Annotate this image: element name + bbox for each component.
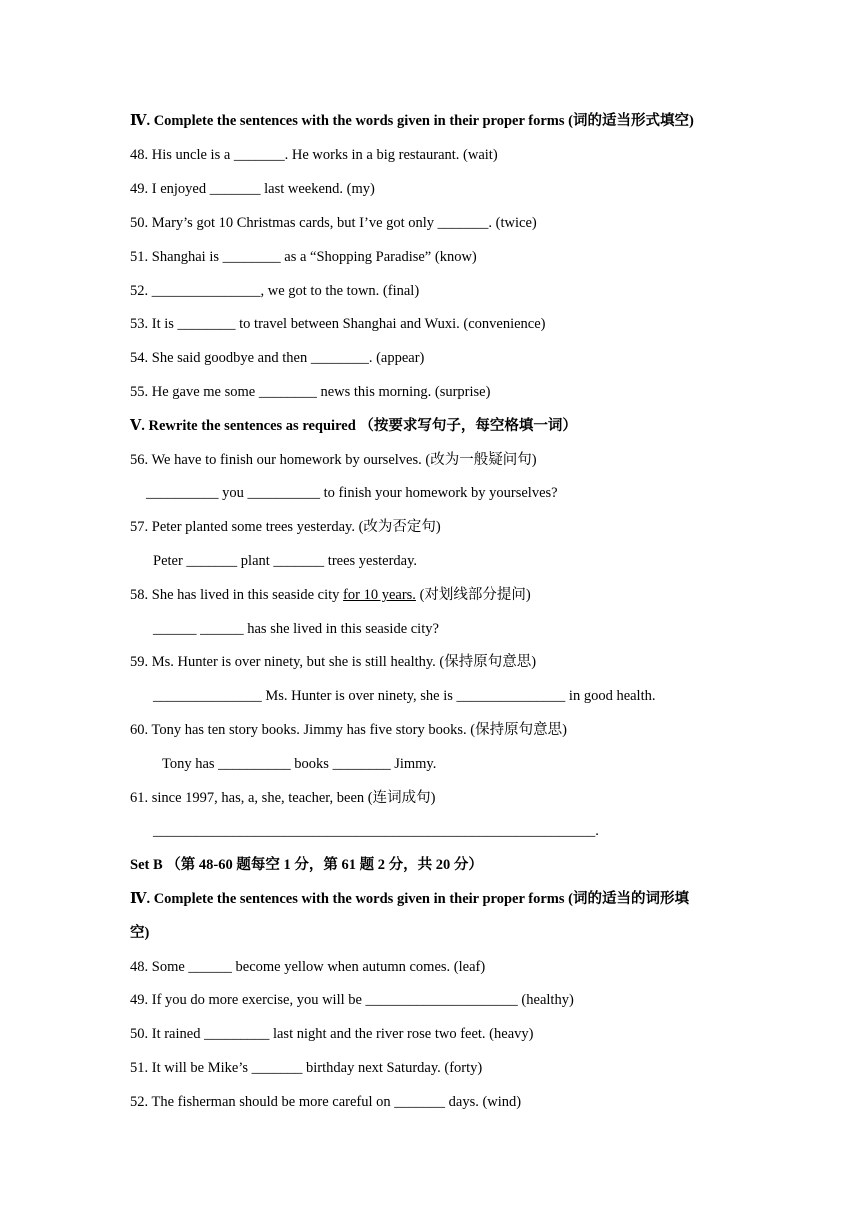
question-55: 55. He gave me some ________ news this morning. (surprise) [130, 384, 491, 400]
set-b-section-iv-heading-cont: 空) [130, 925, 150, 941]
question-50: 50. Mary’s got 10 Christmas cards, but I’ve got only _______. (twice) [130, 215, 537, 231]
answer-line-57: Peter _______ plant _______ trees yesterday. [153, 553, 418, 569]
set-b-question-50: 50. It rained _________ last night and the river rose two feet. (heavy) [130, 1026, 534, 1042]
set-b-section-iv-heading: Ⅳ. Complete the sentences with the words given in their proper forms (词的适当的词形填 [130, 891, 689, 907]
question-56: 56. We have to finish our homework by ourselves. (改为一般疑问句) [130, 452, 537, 468]
question-49: 49. I enjoyed _______ last weekend. (my) [130, 181, 375, 197]
question-58-text: 58. She has lived in this seaside city [130, 587, 344, 603]
question-57: 57. Peter planted some trees yesterday. (改为否定句) [130, 519, 441, 535]
answer-line-60: Tony has __________ books ________ Jimmy. [162, 756, 437, 772]
set-b-question-52: 52. The fisherman should be more careful on _______ days. (wind) [130, 1094, 522, 1110]
set-b-question-51: 51. It will be Mike’s _______ birthday next Saturday. (forty) [130, 1060, 483, 1076]
set-b-title: Set B （第 48-60 题每空 1 分，第 61 题 2 分，共 20 分） [130, 857, 483, 873]
question-51: 51. Shanghai is ________ as a “Shopping Paradise” (know) [130, 249, 477, 265]
question-58 [130, 585, 531, 605]
question-53: 53. It is ________ to travel between Shanghai and Wuxi. (convenience) [130, 316, 546, 332]
answer-line-59: _______________ Ms. Hunter is over ninety, she is _______________ in good health. [153, 688, 656, 704]
answer-line-58: ______ ______ has she lived in this seaside city? [153, 621, 439, 637]
question-54: 54. She said goodbye and then ________. (appear) [130, 350, 425, 366]
section-iv-heading: Ⅳ. Complete the sentences with the words given in their proper forms (词的适当形式填空) [130, 113, 694, 129]
set-b-question-49: 49. If you do more exercise, you will be _____________________ (healthy) [130, 992, 574, 1008]
question-48: 48. His uncle is a _______. He works in a big restaurant. (wait) [130, 147, 498, 163]
question-58-instruction: (对划线部分提问) [415, 587, 531, 603]
question-58-underlined: for 10 years. [343, 587, 416, 603]
question-60: 60. Tony has ten story books. Jimmy has five story books. (保持原句意思) [130, 722, 567, 738]
question-61: 61. since 1997, has, a, she, teacher, been (连词成句) [130, 790, 436, 806]
answer-line-61: _____________________________________________________________. [153, 823, 599, 839]
set-b-question-48: 48. Some ______ become yellow when autumn comes. (leaf) [130, 959, 486, 975]
question-52: 52. _______________, we got to the town. (final) [130, 283, 420, 299]
question-59: 59. Ms. Hunter is over ninety, but she is still healthy. (保持原句意思) [130, 654, 537, 670]
section-v-heading: Ⅴ. Rewrite the sentences as required （按要求写句子，每空格填一词） [130, 418, 577, 434]
answer-line-56: __________ you __________ to finish your homework by yourselves? [146, 485, 558, 501]
